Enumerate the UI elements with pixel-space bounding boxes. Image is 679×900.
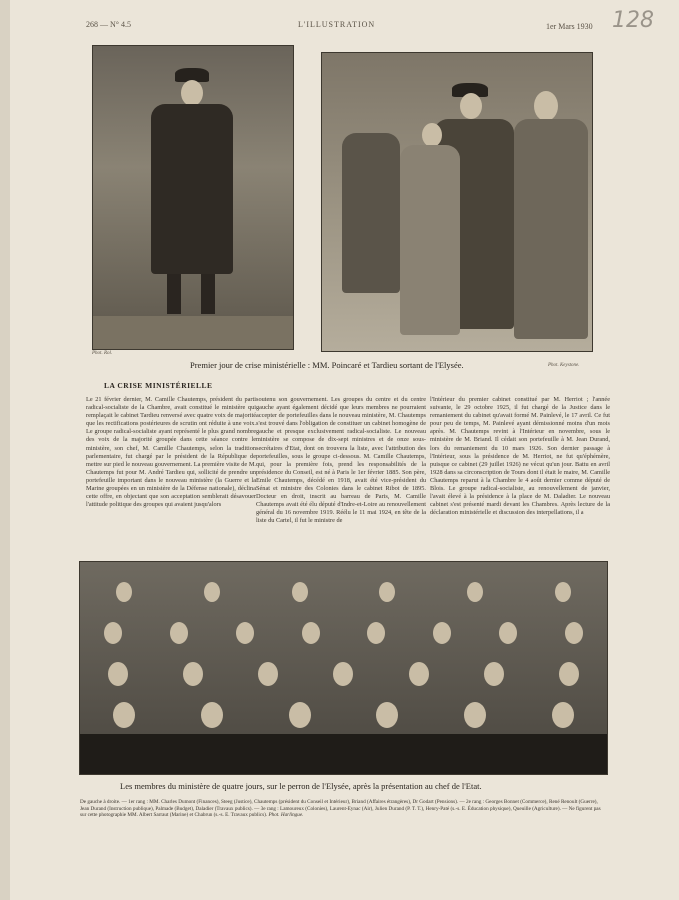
photo-credit-right: Phot. Keystone.: [548, 363, 580, 368]
photo-poincare: [92, 45, 294, 350]
photo-credit-group: Phot. Harlingue.: [268, 812, 304, 819]
photo-poincare-tardieu: [321, 52, 593, 352]
article-column-1: Le 21 février dernier, M. Camille Chautemps, président du parti radical-socialiste de la Chambre, avait constitué le ministère qui remplaçait le cabinet Tardieu renversé avec quatre voix de majorité que les rectifications postérieures de scrutin ont réduite à une voix. Le groupe radical-socialiste ayant représenté le plus grand nombre des voix de la majorité groupée dans cette séance contre le ministère, son chef, M. Camille Chautemps, selon la tradition parlementaire, fut chargé par le président de la République de mettre sur pied le nouveau gouvernement. La première visite de M. Chautemps fut pour M. André Tardieu qui, sollicité de prendre un portefeuille important dans le nouveau ministère (la Guerre et la Marine groupées en un ministère de la Défense nationale), déclina cette offre, en objectant que son acceptation semblerait désavouer l'attitude politique des groupes qui avaient jusqu'alors: [86, 396, 256, 509]
photo-cabinet-group: [79, 561, 608, 775]
article-heading: LA CRISE MINISTÉRIELLE: [104, 381, 213, 390]
masthead: L'ILLUSTRATION: [298, 20, 376, 29]
page-number: 268 — N° 4.5: [86, 20, 131, 29]
handwritten-number: 128: [612, 8, 654, 33]
article-column-3: l'Intérieur du premier cabinet constitué par M. Herriot ; l'année suivante, le 29 octobre 1925, il fut chargé de la Justice dans le remaniement du cabinet qu'avait formé M. Painlevé, le 17 avril. Ce fut pour peu de temps, M. Painlevé ayant démissionné moins d'un mois après. M. Chautemps revint à l'Intérieur en novembre, sous le ministère de M. Briand. Il cédait son portefeuille à M. Jean Durand, lors du remaniement du 10 mars 1926. Son dernier passage à l'Intérieur, sous la présidence de M. Herriot, ne fut qu'éphémère, puisque ce cabinet (29 juillet 1926) ne vécut qu'un jour. Battu en avril 1928 dans sa circonscription de Tours dont il était le maire, M. Camille Chautemps reparut à la Chambre le 4 août dernier comme député de Blois. Le groupe radical-socialiste, au renouvellement de janvier, l'avait élevé à la présidence à la place de M. Daladier. Le nouveau cabinet s'est présenté mardi devant les Chambres. Après lecture de la déclaration ministérielle et discussion des interpellations, il a: [430, 396, 610, 517]
page-header: [86, 18, 639, 32]
photo-credit-left: Phot. Rol.: [92, 351, 113, 356]
article-column-2: soutenu son gouvernement. Les groupes du centre et du centre gauche ayant également décidé que leurs membres ne pourraient accepter de portefeuilles dans le nouveau ministère, M. Chautemps s'est trouvé dans l'obligation de constituer un cabinet homogène de gauche et presque exclusivement radical-socialiste. Le nouveau ministère se compose de dix-sept ministres et de onze sous-secrétaires d'Etat, dont on trouvera la liste, avec l'attribution des portefeuilles, sous le groupe ci-dessous. M. Camille Chautemps, qui, pour la première fois, prend les responsabilités de la présidence du Conseil, est né à Paris le 1er février 1885. Son père, Emile Chautemps, décédé en 1918, avait été vice-président du Sénat et ministre des Colonies dans le cabinet Ribot de 1895. Docteur en droit, inscrit au barreau de Paris, M. Camille Chautemps avait été élu député d'Indre-et-Loire au renouvellement général du 16 novembre 1919. Réélu le 11 mai 1924, en tête de la liste du Cartel, il fut le ministre de: [256, 396, 426, 525]
issue-date: 1er Mars 1930: [546, 22, 593, 31]
photo-caption-top: Premier jour de crise ministérielle : MM. Poincaré et Tardieu sortant de l'Elysée.: [190, 360, 464, 370]
page-edge: [0, 0, 10, 900]
cabinet-names: De gauche à droite. — 1er rang : MM. Charles Dumont (Finances), Steeg (Justice), Chautemps (président du Conseil et Intérieur), Briand (Affaires étrangères), Dr Godart (Pensions). — 2e rang : Georges Bonnet (Commerce), René Renoult (Guerre), Jean Durand (Instruction publique), Palmade (Budget), Daladier (Travaux publics). — 3e rang : Lamoureux (Colonies), Laurent-Eynac (Air), Julien Durand (P. T. T.), Henry-Paté (s.-s. E. Éducation physique), Queuille (Agriculture). — Ne figurent pas sur cette photographie MM. Albert Sarraut (Marine) et Chabrun (s.-s. E. Travaux publics).: [80, 799, 601, 819]
cabinet-names-list: [80, 799, 605, 819]
photo-caption-group: Les membres du ministère de quatre jours, sur le perron de l'Elysée, après la présentation au chef de l'Etat.: [120, 781, 482, 791]
